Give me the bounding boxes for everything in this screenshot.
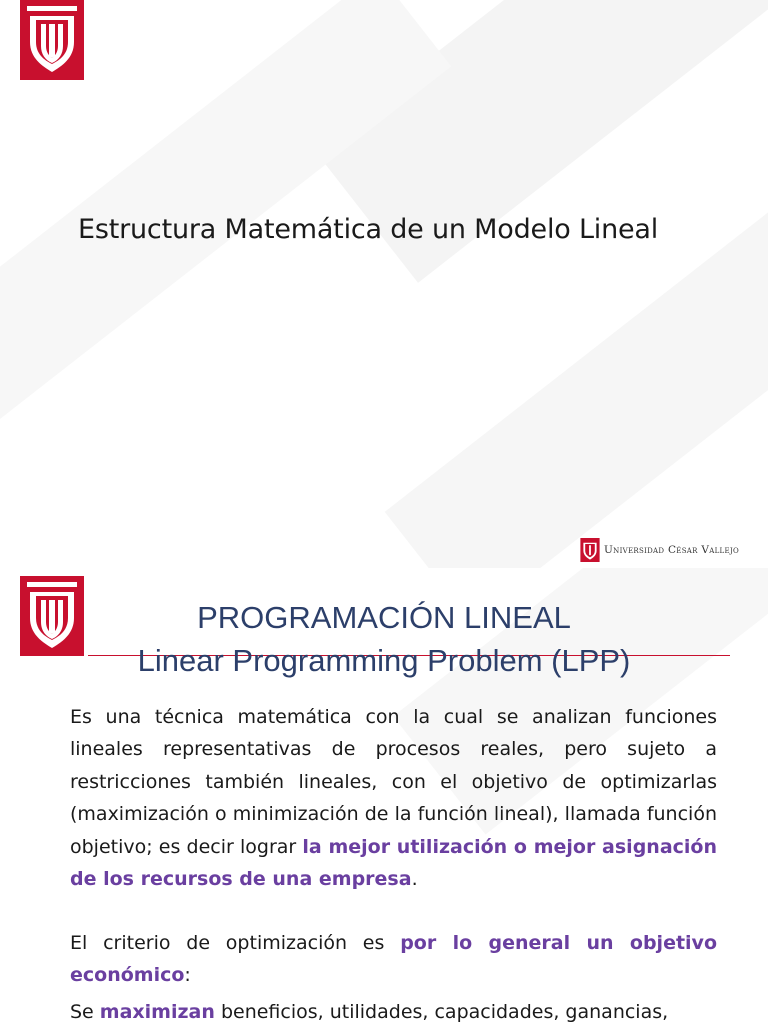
maximize-end: beneficios, utilidades, capacidades, ganancias, xyxy=(214,1001,669,1023)
criterion-highlight: por lo general un objetivo económico xyxy=(70,932,717,987)
university-shield-logo xyxy=(20,0,84,80)
definition-paragraph xyxy=(70,701,717,895)
criterion-text: El criterio de optimización es xyxy=(70,932,401,954)
definition-highlight: la mejor utilización o mejor asignación de los recursos de una empresa xyxy=(70,835,718,891)
criterion-end: : xyxy=(184,964,191,987)
definition-end: . xyxy=(411,868,418,891)
content-slide xyxy=(0,568,768,1024)
university-name: Universidad César Vallejo xyxy=(604,544,740,556)
slide-title: Estructura Matemática de un Modelo Lineal xyxy=(78,214,659,245)
criterion-paragraph xyxy=(70,927,717,992)
maximize-highlight: maximizan xyxy=(99,1001,215,1023)
heading-spanish: PROGRAMACIÓN LINEAL xyxy=(197,600,571,635)
heading-english: Linear Programming Problem (LPP) xyxy=(137,643,631,678)
definition-text: Es una técnica matemática con la cual se analizan funciones lineales representativas de procesos reales, pero sujeto a restricciones también lineales, con el objetivo de optimizarlas (maximización o minimización de la función lineal), llamada función objetivo; es decir lograr xyxy=(70,706,717,858)
university-brand xyxy=(580,536,739,564)
maximize-paragraph xyxy=(70,996,717,1024)
maximize-text: Se xyxy=(70,1001,100,1023)
university-mini-logo xyxy=(580,538,600,562)
